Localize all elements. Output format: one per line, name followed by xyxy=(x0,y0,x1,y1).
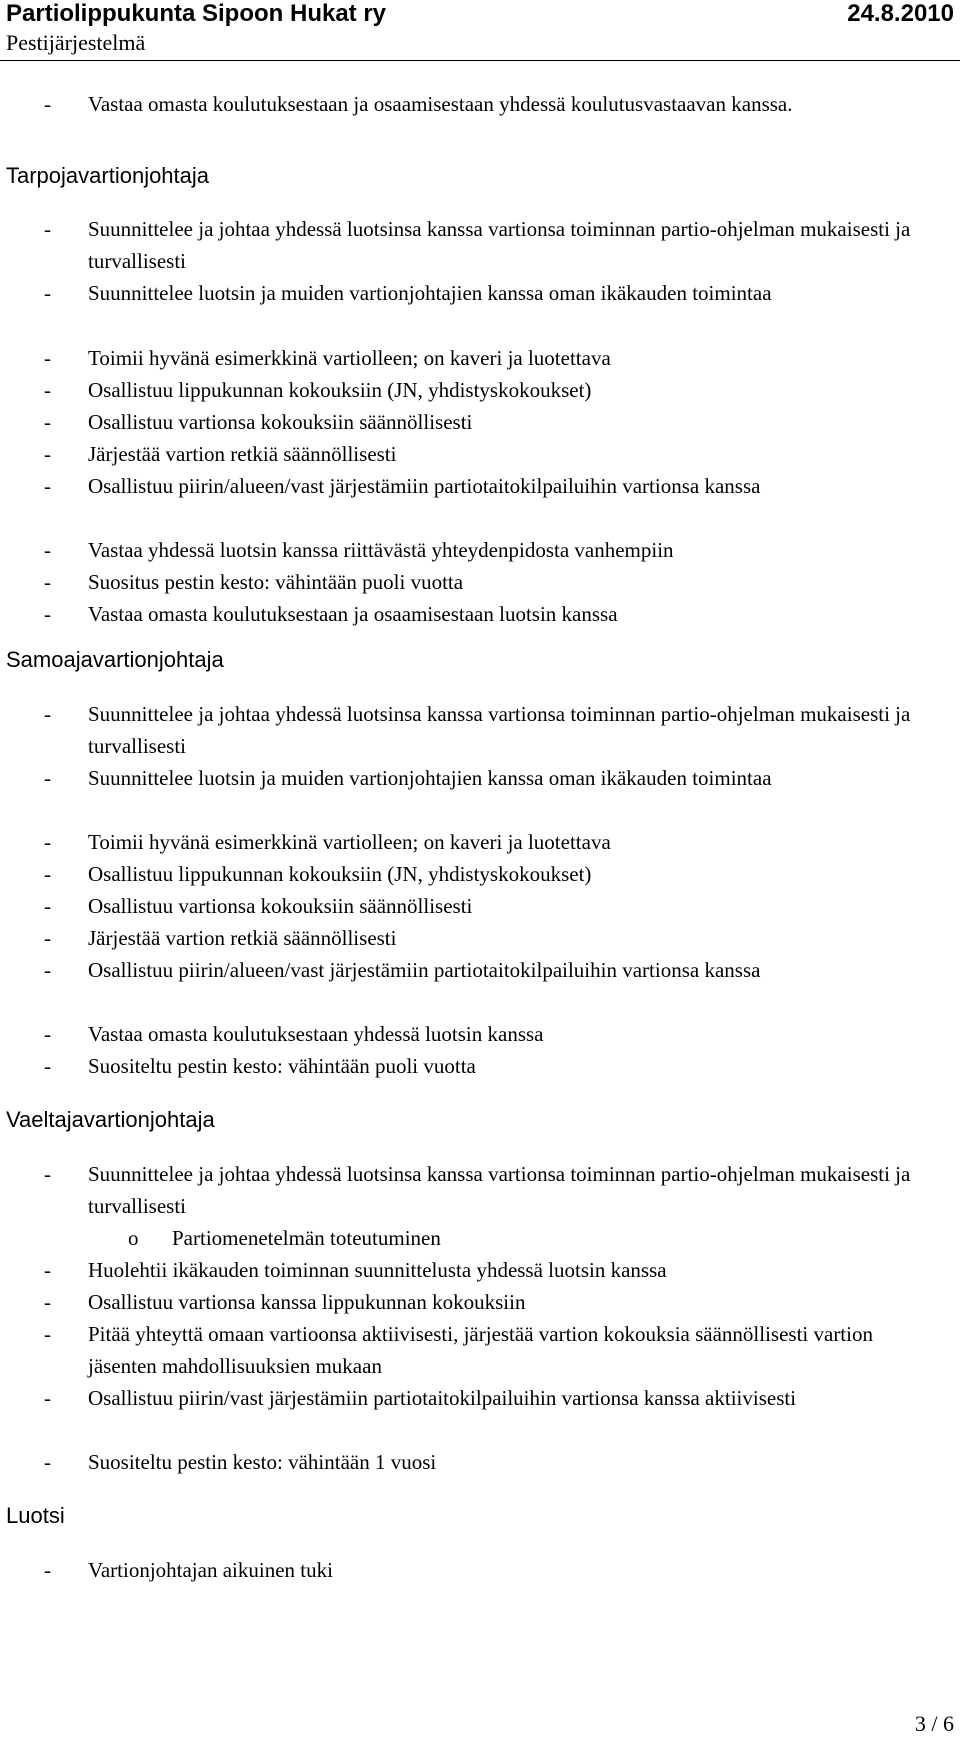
bullet-dash: - xyxy=(44,830,51,854)
list-item xyxy=(44,534,944,566)
list-item-text: Toimii hyvänä esimerkkinä vartiolleen; on kaveri ja luotettava xyxy=(88,346,611,370)
list-item-text: Osallistuu vartionsa kokouksiin säännöllisesti xyxy=(88,894,473,918)
list-item-text: Toimii hyvänä esimerkkinä vartiolleen; on kaveri ja luotettava xyxy=(88,830,611,854)
bullet-dash: - xyxy=(44,1258,51,1282)
bullet-dash: - xyxy=(44,894,51,918)
bullet-dash: - xyxy=(44,958,51,982)
list-item-text: Vastaa yhdessä luotsin kanssa riittävästä yhteydenpidosta vanhempiin xyxy=(88,538,674,562)
list-item-text: Järjestää vartion retkiä säännöllisesti xyxy=(88,926,397,950)
bullet-dash: - xyxy=(44,217,51,241)
bullet-dash: - xyxy=(44,602,51,626)
list-item xyxy=(44,88,944,120)
list-item-text: Suositeltu pestin kesto: vähintään 1 vuosi xyxy=(88,1450,437,1474)
list-item-text: Pitää yhteyttä omaan vartioonsa aktiivisesti, järjestää vartion kokouksia säännöllisesti vartion jäsenten mahdollisuuksien mukaan xyxy=(88,1322,873,1378)
page-number: 3 / 6 xyxy=(914,1711,954,1736)
list-item xyxy=(44,922,944,954)
document-subtitle: Pestijärjestelmä xyxy=(6,30,146,55)
list-item xyxy=(44,1318,944,1382)
bullet-dash: - xyxy=(44,1022,51,1046)
section-title-luotsi: Luotsi xyxy=(6,1503,65,1528)
list-item xyxy=(44,438,944,470)
list-item-text: Vastaa omasta koulutuksestaan yhdessä luotsin kanssa xyxy=(88,1022,544,1046)
bullet-dash: - xyxy=(44,1450,51,1474)
list-item-text: Osallistuu vartionsa kokouksiin säännöllisesti xyxy=(88,410,473,434)
list-item xyxy=(44,1382,944,1414)
list-item xyxy=(44,762,944,794)
list-item-text: Osallistuu lippukunnan kokouksiin (JN, yhdistyskokoukset) xyxy=(88,862,592,886)
list-item xyxy=(44,1018,944,1050)
list-item xyxy=(44,1446,944,1478)
section-title-vaeltaja: Vaeltajavartionjohtaja xyxy=(6,1107,215,1132)
bullet-dash: - xyxy=(44,926,51,950)
list-item xyxy=(44,1554,944,1586)
list-item xyxy=(44,1286,944,1318)
list-item xyxy=(44,954,944,986)
list-item xyxy=(44,470,944,502)
list-item-text: Osallistuu vartionsa kanssa lippukunnan kokouksiin xyxy=(88,1290,526,1314)
organization-name: Partiolippukunta Sipoon Hukat ry xyxy=(6,0,387,27)
list-item-text: Suunnittelee luotsin ja muiden vartionjohtajien kanssa oman ikäkauden toimintaa xyxy=(88,281,772,305)
list-item-text: Suunnittelee ja johtaa yhdessä luotsinsa kanssa vartionsa toiminnan partio-ohjelman mukaisesti ja turvallisesti xyxy=(88,217,911,273)
bullet-dash: - xyxy=(44,702,51,726)
list-item xyxy=(44,1254,944,1286)
bullet-dash: - xyxy=(44,1162,51,1186)
section-title-samoaja: Samoajavartionjohtaja xyxy=(6,647,224,672)
bullet-dash: - xyxy=(44,378,51,402)
list-item xyxy=(44,890,944,922)
list-item xyxy=(44,858,944,890)
list-item xyxy=(44,406,944,438)
list-item-text: Vartionjohtajan aikuinen tuki xyxy=(88,1558,333,1582)
list-item xyxy=(44,1050,944,1082)
list-item-text: Osallistuu piirin/vast järjestämiin partiotaitokilpailuihin vartionsa kanssa aktiivisesti xyxy=(88,1386,797,1410)
sub-bullet-circle: o xyxy=(128,1226,139,1250)
section-title-tarpoja: Tarpojavartionjohtaja xyxy=(6,163,210,188)
bullet-dash: - xyxy=(44,474,51,498)
bullet-dash: - xyxy=(44,1386,51,1410)
list-item xyxy=(44,566,944,598)
bullet-dash: - xyxy=(44,346,51,370)
list-item-text: Osallistuu lippukunnan kokouksiin (JN, yhdistyskokoukset) xyxy=(88,378,592,402)
list-item-text: Suunnittelee ja johtaa yhdessä luotsinsa kanssa vartionsa toiminnan partio-ohjelman mukaisesti ja turvallisesti xyxy=(88,702,911,758)
list-item-text: Vastaa omasta koulutuksestaan ja osaamisestaan yhdessä koulutusvastaavan kanssa. xyxy=(88,92,793,116)
bullet-dash: - xyxy=(44,570,51,594)
sub-list-item xyxy=(128,1222,441,1254)
list-item-text: Huolehtii ikäkauden toiminnan suunnittelusta yhdessä luotsin kanssa xyxy=(88,1258,667,1282)
list-item xyxy=(44,277,944,309)
list-item-text: Suositeltu pestin kesto: vähintään puoli vuotta xyxy=(88,1054,476,1078)
bullet-dash: - xyxy=(44,1054,51,1078)
bullet-dash: - xyxy=(44,442,51,466)
sub-list-item-text: Partiomenetelmän toteutuminen xyxy=(172,1226,441,1250)
bullet-dash: - xyxy=(44,538,51,562)
list-item-text: Suunnittelee luotsin ja muiden vartionjohtajien kanssa oman ikäkauden toimintaa xyxy=(88,766,772,790)
bullet-dash: - xyxy=(44,92,51,116)
list-item xyxy=(44,826,944,858)
list-item xyxy=(44,698,944,762)
list-item-text: Suunnittelee ja johtaa yhdessä luotsinsa kanssa vartionsa toiminnan partio-ohjelman mukaisesti ja turvallisesti xyxy=(88,1162,911,1218)
list-item-text: Järjestää vartion retkiä säännöllisesti xyxy=(88,442,397,466)
list-item-text: Osallistuu piirin/alueen/vast järjestämiin partiotaitokilpailuihin vartionsa kanssa xyxy=(88,474,761,498)
document-date: 24.8.2010 xyxy=(847,0,954,27)
list-item-text: Suositus pestin kesto: vähintään puoli vuotta xyxy=(88,570,464,594)
bullet-dash: - xyxy=(44,1322,51,1346)
list-item xyxy=(44,213,944,277)
bullet-dash: - xyxy=(44,1558,51,1582)
list-item xyxy=(44,1158,944,1222)
list-item xyxy=(44,598,944,630)
bullet-dash: - xyxy=(44,281,51,305)
list-item xyxy=(44,374,944,406)
list-item-text: Vastaa omasta koulutuksestaan ja osaamisestaan luotsin kanssa xyxy=(88,602,618,626)
bullet-dash: - xyxy=(44,862,51,886)
bullet-dash: - xyxy=(44,410,51,434)
bullet-dash: - xyxy=(44,1290,51,1314)
bullet-dash: - xyxy=(44,766,51,790)
list-item xyxy=(44,342,944,374)
list-item-text: Osallistuu piirin/alueen/vast järjestämiin partiotaitokilpailuihin vartionsa kanssa xyxy=(88,958,761,982)
page-header xyxy=(0,0,960,64)
header-divider xyxy=(0,60,960,61)
